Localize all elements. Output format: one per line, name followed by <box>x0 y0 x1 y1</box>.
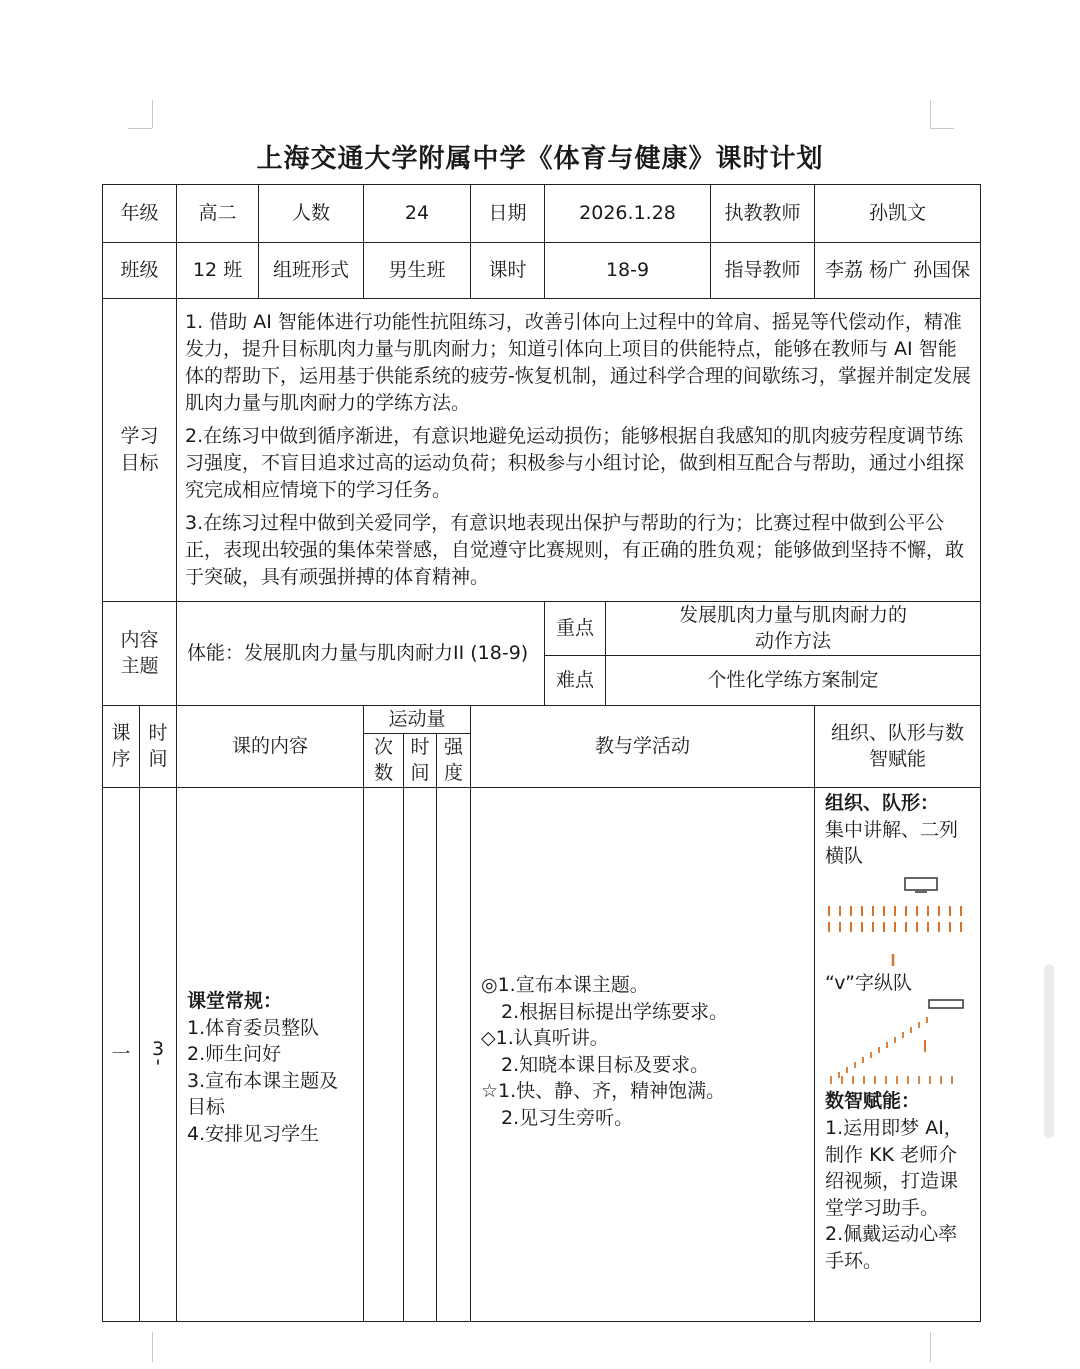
lesson-plan-table <box>102 184 981 1322</box>
header-activity: 教与学活动 <box>471 705 815 787</box>
key-point-line-1: 发展肌肉力量与肌肉耐力的 <box>679 603 908 626</box>
digital-item-2: 制作 KK 老师介 <box>825 1143 958 1166</box>
crop-mark-top-right-h <box>930 128 954 129</box>
header-duration-2: 间 <box>410 762 430 785</box>
theme-text: 体能：发展肌肉力量与肌肉耐力II (18-9) <box>177 601 545 705</box>
teacher-label: 执教教师 <box>711 185 815 243</box>
v-formation-students <box>831 1017 952 1084</box>
difficulty-label: 难点 <box>545 655 606 705</box>
header-time <box>140 705 177 787</box>
theme-label-2: 主题 <box>120 655 159 678</box>
org-desc-2: 横队 <box>825 845 864 868</box>
activity-6: 2.见习生旁听。 <box>501 1107 634 1130</box>
info-row-2 <box>103 243 981 299</box>
theme-row-1 <box>103 601 981 655</box>
digital-item-5: 2.佩戴运动心率 <box>825 1223 958 1246</box>
guide-value: 李荔 杨广 孙国保 <box>815 243 981 299</box>
header-duration <box>404 733 437 787</box>
content-title: 课堂常规： <box>187 990 283 1013</box>
header-org-2: 智赋能 <box>869 748 927 771</box>
header-times <box>364 733 404 787</box>
content-item-1: 1.体育委员整队 <box>187 1016 320 1039</box>
date-label: 日期 <box>471 185 545 243</box>
period-value: 18-9 <box>545 243 711 299</box>
goals-row <box>103 299 981 602</box>
header-content: 课的内容 <box>177 705 364 787</box>
org-title: 组织、队形： <box>825 792 940 815</box>
v-formation-label: “v”字纵队 <box>825 971 912 994</box>
activity-5: ☆1.快、静、齐，精神饱满。 <box>481 1080 726 1103</box>
section-1-time-value: 3 <box>151 1037 165 1060</box>
info-row-1 <box>103 185 981 243</box>
org-desc-1: 集中讲解、二列 <box>825 818 959 841</box>
section-1-intensity <box>437 788 471 1322</box>
activity-1: ◎1.宣布本课主题。 <box>481 974 649 997</box>
section-1-content <box>177 788 364 1322</box>
goals-label-1: 学习 <box>120 425 159 448</box>
header-time-2: 间 <box>148 748 168 771</box>
theme-label <box>103 601 177 705</box>
header-seq-2: 序 <box>111 748 131 771</box>
header-times-2: 数 <box>374 762 394 785</box>
crop-mark-bottom-left <box>152 1332 153 1362</box>
goal-item-3: 3.在练习过程中做到关爱同学，有意识地表现出保护与帮助的行为；比赛过程中做到公平公正，表现出较强的集体荣誉感，自觉遵守比赛规则，有正确的胜负观；能够做到坚持不懈，敢于突破，具有顽强拼搏的体育精神。 <box>185 511 965 588</box>
date-value: 2026.1.28 <box>545 185 711 243</box>
crop-mark-top-left <box>152 100 153 128</box>
period-label: 课时 <box>471 243 545 299</box>
digital-item-4: 堂学习助手。 <box>825 1196 940 1219</box>
header-intensity-2: 度 <box>444 762 464 785</box>
student-rows <box>829 906 961 932</box>
header-seq-1: 课 <box>111 721 131 744</box>
form-value: 男生班 <box>364 243 471 299</box>
key-point-value <box>606 601 981 655</box>
guide-label: 指导教师 <box>711 243 815 299</box>
teacher-value: 孙凯文 <box>815 185 981 243</box>
difficulty-value: 个性化学练方案制定 <box>606 655 981 705</box>
goals-content <box>177 299 981 602</box>
scrollbar-thumb[interactable] <box>1044 964 1054 1138</box>
header-org <box>815 705 981 787</box>
header-seq <box>103 705 140 787</box>
header-times-1: 次 <box>374 735 394 758</box>
activity-4: 2.知晓本课目标及要求。 <box>501 1053 710 1076</box>
screen-icon <box>905 878 937 890</box>
digital-title: 数智赋能： <box>825 1090 921 1113</box>
class-value: 12 班 <box>177 243 259 299</box>
screen-icon-2 <box>929 1000 963 1008</box>
v-formation-diagram <box>825 996 975 1088</box>
goal-item-1: 1. 借助 AI 智能体进行功能性抗阻练习，改善引体向上过程中的耸肩、摇晃等代偿动作，精准发力，提升目标肌肉力量与肌肉耐力；知道引体向上项目的供能特点，能够在教师与 AI 智能体的帮助下，运用基于供能系统的疲劳-恢复机制，通过科学合理的间歇练习，掌握并制定发展肌肉力量与肌肉耐力的学练方法。 <box>185 311 971 414</box>
section-1-organization <box>815 788 981 1322</box>
header-duration-1: 时 <box>410 735 430 758</box>
theme-label-1: 内容 <box>120 628 159 651</box>
count-value: 24 <box>364 185 471 243</box>
header-org-1: 组织、队形与数 <box>831 721 965 744</box>
grade-label: 年级 <box>103 185 177 243</box>
grade-value: 高二 <box>177 185 259 243</box>
digital-item-1: 1.运用即梦 AI， <box>825 1117 963 1140</box>
digital-item-6: 手环。 <box>825 1250 883 1272</box>
section-1-time <box>140 788 177 1322</box>
content-item-3: 3.宣布本课主题及目标 <box>187 1069 339 1119</box>
goals-label <box>103 299 177 602</box>
count-label: 人数 <box>259 185 364 243</box>
content-item-2: 2.师生问好 <box>187 1043 282 1066</box>
page-title: 上海交通大学附属中学《体育与健康》课时计划 <box>256 144 824 174</box>
form-label: 组班形式 <box>259 243 364 299</box>
goals-label-2: 目标 <box>120 451 159 474</box>
activity-3: ◇1.认真听讲。 <box>481 1027 609 1050</box>
section-1-seq: 一 <box>103 788 140 1322</box>
section-1-times <box>364 788 404 1322</box>
formation-lines-diagram <box>825 870 975 970</box>
crop-mark-bottom-right <box>930 1332 931 1362</box>
key-point-line-2: 动作方法 <box>755 630 832 653</box>
section-1-activities <box>471 788 815 1322</box>
content-item-4: 4.安排见习学生 <box>187 1123 320 1146</box>
class-label: 班级 <box>103 243 177 299</box>
section-1-row <box>103 788 981 1322</box>
crop-mark-top-right <box>930 100 931 128</box>
crop-mark-top-left-h <box>128 128 152 129</box>
header-load: 运动量 <box>364 705 471 733</box>
activity-2: 2.根据目标提出学练要求。 <box>501 1000 729 1023</box>
header-row-1 <box>103 705 981 733</box>
section-1-time-unit: ' <box>155 1056 161 1079</box>
header-time-1: 时 <box>148 721 168 744</box>
header-intensity-1: 强 <box>444 735 464 758</box>
goal-item-2: 2.在练习中做到循序渐进，有意识地避免运动损伤；能够根据自我感知的肌肉疲劳程度调节练习强度，不盲目追求过高的运动负荷；积极参与小组讨论，做到相互配合与帮助，通过小组探究完成相应情境下的学习任务。 <box>185 424 965 501</box>
header-intensity <box>437 733 471 787</box>
key-point-label: 重点 <box>545 601 606 655</box>
section-1-duration <box>404 788 437 1322</box>
digital-item-3: 绍视频，打造课 <box>825 1170 959 1193</box>
